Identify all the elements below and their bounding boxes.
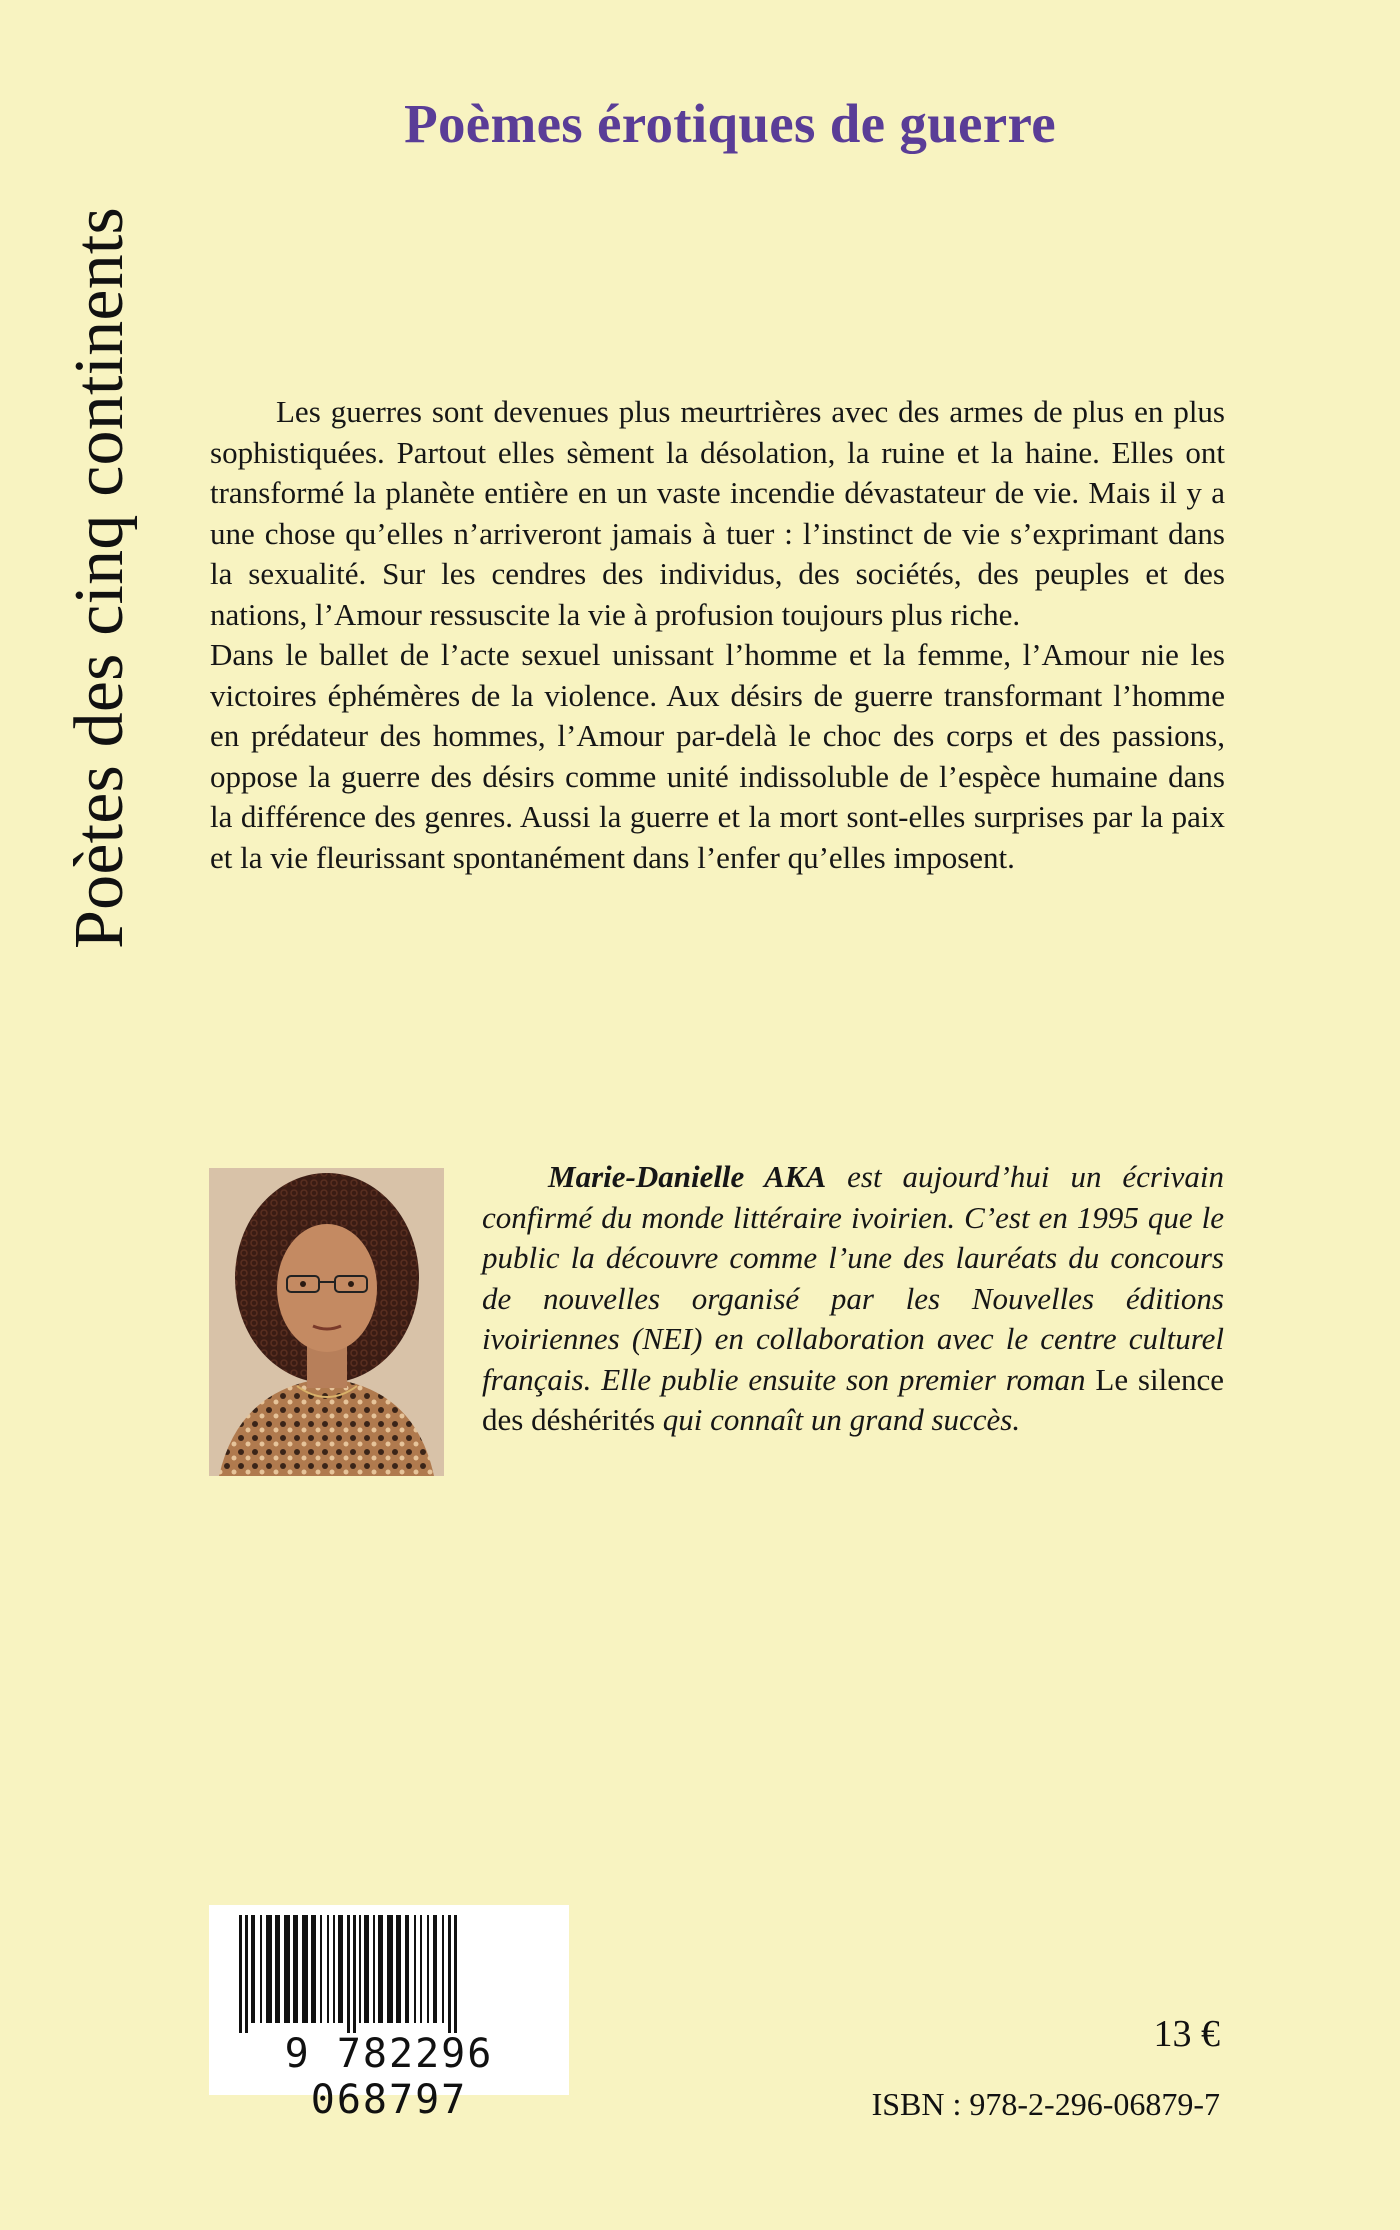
barcode-bar <box>378 1915 383 2023</box>
barcode-bar <box>266 1915 272 2023</box>
barcode-bar <box>442 1915 444 2023</box>
blurb-paragraph-2: Dans le ballet de l’acte sexuel unissant l’homme et la femme, l’Amour nie les victoires éphémères de la violence. Aux désirs de guerre transformant l’homme en prédateur des hommes, l’Amour par-delà le choc des corps et des passions, oppose la guerre des désirs comme unité indissoluble de l’espèce humaine dans la différence des genres. Aussi la guerre et la mort sont-elles surprises par la paix et la vie fleurissant spontanément dans l’enfer qu’elles imposent. <box>210 637 1225 875</box>
barcode-bar <box>260 1915 262 2023</box>
barcode-bar <box>420 1915 422 2023</box>
isbn: ISBN : 978-2-296-06879-7 <box>871 2086 1220 2122</box>
blurb-paragraph-1: Les guerres sont devenues plus meurtrières avec des armes de plus en plus sophistiquées. Partout elles sèment la désolation, la ruine et la haine. Elles ont transformé la planète entière en un vaste incendie dévastateur de vie. Mais il y a une chose qu’elles n’arriveront jamais à tuer : l’instinct de vie s’exprimant dans la sexualité. Sur les cendres des individus, des sociétés, des peuples et des nations, l’Amour ressuscite la vie à profusion toujours plus riche. <box>210 394 1225 632</box>
barcode-bar <box>448 1915 451 2033</box>
barcode <box>209 1905 569 2123</box>
barcode-bar <box>427 1915 429 2023</box>
barcode-bars <box>239 1915 539 2033</box>
series-banner <box>30 168 170 988</box>
author-bio-text-2: qui connaît un grand succès. <box>655 1402 1021 1437</box>
blurb <box>210 392 1225 878</box>
barcode-bar <box>405 1915 409 2023</box>
barcode-bar <box>333 1915 335 2023</box>
author-name: Marie-Danielle AKA <box>548 1159 827 1194</box>
barcode-bar <box>387 1915 393 2023</box>
barcode-bar <box>454 1915 457 2033</box>
barcode-bar <box>320 1915 322 2023</box>
barcode-bar <box>347 1915 350 2033</box>
series-name: Poètes des cinq continents <box>61 207 138 950</box>
barcode-bar <box>302 1915 308 2023</box>
novel-title: Le silence des déshérités <box>482 1361 1225 1437</box>
barcode-digits: 9 782296 068797 <box>284 2031 494 2123</box>
barcode-bar <box>327 1915 329 2023</box>
barcode-bar <box>433 1915 437 2023</box>
author-bio-text-1: est aujourd’hui un écrivain confirmé du monde littéraire ivoirien. C’est en 1995 que le public la découvre comme l’une des lauréats du concours de nouvelles organisé par les Nouvelles éditions ivoiriennes (NEI) en collaboration avec le centre culturel français. Elle publie ensuite son premier roman <box>482 1159 1224 1397</box>
barcode-bar <box>373 1915 375 2023</box>
barcode-bar <box>396 1915 401 2023</box>
author-bio-paragraph <box>482 1157 1224 1441</box>
barcode-bar <box>251 1915 255 2023</box>
barcode-bar <box>275 1915 280 2023</box>
author-photo <box>209 1168 444 1476</box>
barcode-bar <box>414 1915 416 2023</box>
book-title: Poèmes érotiques de guerre <box>404 93 1056 154</box>
author-bio <box>482 1157 1224 1441</box>
author-portrait-illustration <box>209 1168 444 1476</box>
price: 13 € <box>1153 2013 1220 2055</box>
barcode-bar <box>353 1915 356 2033</box>
barcode-bar <box>239 1915 242 2033</box>
barcode-bar <box>311 1915 316 2023</box>
barcode-bar <box>284 1915 290 2023</box>
barcode-bar <box>245 1915 248 2033</box>
barcode-bar <box>364 1915 369 2023</box>
barcode-bar <box>338 1915 343 2023</box>
barcode-bar <box>359 1915 361 2023</box>
barcode-bar <box>293 1915 298 2023</box>
